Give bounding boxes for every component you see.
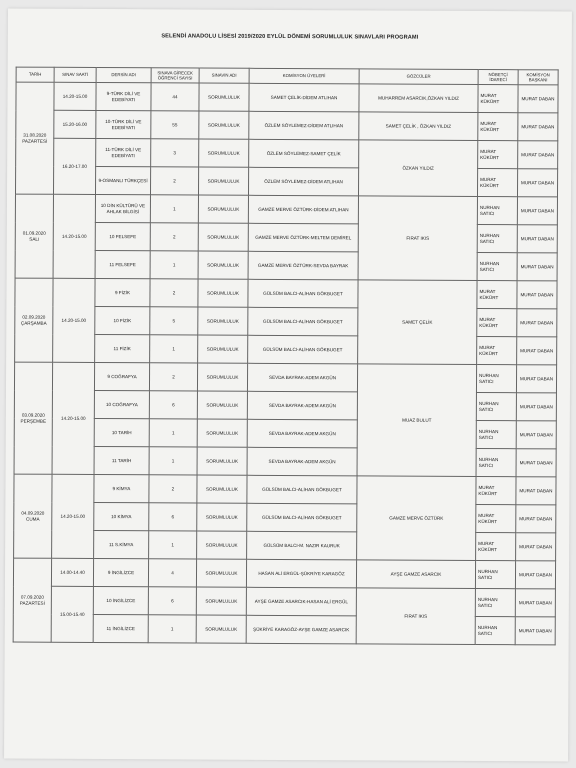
duty-cell: MURAT KÜKÜRT (476, 532, 516, 560)
count-cell: 1 (150, 335, 198, 363)
time-cell: 15.20-16.00 (54, 110, 96, 138)
commission-cell: SEVDA BAYRAK-ADEM AKGÜN (247, 447, 357, 476)
time-cell: 14.20-15.00 (54, 82, 96, 110)
header-cell: KOMİSYON BAŞKANI (518, 70, 558, 85)
observer-cell: MUHARREM ASARCIK,ÖZKAN YILDIZ (359, 84, 478, 113)
course-cell: 10 COĞRAFYA (94, 390, 149, 418)
table-row (16, 138, 558, 169)
exam-type-cell: SORUMLULUK (196, 587, 246, 615)
time-cell: 14.00-14.40 (51, 558, 93, 586)
table-row (16, 110, 558, 141)
commission-cell: ÖZLEM SÖYLEMEZ-DİDEM ATLIHAN (248, 167, 358, 196)
observer-cell: GAMZE MERVE ÖZTÜRK (357, 476, 476, 561)
duty-cell: MURAT KÜKÜRT (477, 336, 517, 364)
header-cell: SINAVA GİRECEK ÖĞRENCİ SAYISI (151, 68, 199, 83)
course-cell: 11 İNGİLİZCE (93, 614, 148, 642)
chair-cell: MURAT DABAN (517, 169, 557, 197)
commission-cell: GÜLSÜM BALCI-ALİHAN GÖKBUGET (248, 335, 358, 364)
observer-cell: FIRAT IKIS (358, 196, 477, 281)
course-cell: 11 S.KİMYA (94, 530, 149, 558)
date-cell: 31.08.2020 PAZARTESİ (15, 82, 54, 194)
chair-cell: MURAT DABAN (515, 561, 555, 589)
course-cell: 10 FELSEFE (95, 222, 150, 250)
duty-cell: MURAT KÜKÜRT (478, 140, 518, 168)
observer-cell: AYŞE GAMZE ASARCIK (356, 560, 475, 589)
course-cell: 9 İNGİLİZCE (93, 558, 148, 586)
table-row (16, 82, 558, 113)
time-cell: 14.20-15.00 (53, 194, 95, 278)
time-cell: 14.20-15.00 (53, 278, 95, 362)
exam-type-cell: SORUMLULUK (199, 111, 249, 139)
exam-type-cell: SORUMLULUK (197, 447, 247, 475)
course-cell: 9-TÜRK DİLİ VE EDEBİYATI (96, 82, 151, 110)
exam-type-cell: SORUMLULUK (198, 335, 248, 363)
time-cell: 16.20-17.00 (53, 138, 95, 194)
chair-cell: MURAT DABAN (518, 141, 558, 169)
chair-cell: MURAT DABAN (516, 505, 556, 533)
course-cell: 9 COĞRAFYA (94, 362, 149, 390)
date-cell: 07.09.2020 PAZARTESİ (13, 558, 51, 642)
table-row (13, 586, 555, 617)
course-cell: 10 İNGİLİZCE (93, 586, 148, 614)
duty-cell: MURAT KÜKÜRT (477, 168, 517, 196)
commission-cell: AYŞE GAMZE ASARCIK-HASAN ALİ ERGÜL (246, 587, 356, 616)
chair-cell: MURAT DABAN (516, 421, 556, 449)
duty-cell: NURHAN SATICI (477, 224, 517, 252)
commission-cell: GÜLSÜM BALCI-ALİHAN GÖKBUGET (248, 307, 358, 336)
course-cell: 9 FİZİK (95, 278, 150, 306)
exam-type-cell: SORUMLULUK (197, 503, 247, 531)
chair-cell: MURAT DABAN (517, 309, 557, 337)
count-cell: 1 (148, 615, 196, 643)
duty-cell: NURHAN SATICI (476, 448, 516, 476)
duty-cell: MURAT KÜKÜRT (477, 308, 517, 336)
document-title: SELENDİ ANADOLU LİSESİ 2019/2020 EYLÜL DÖNEMİ SORUMLULUK SINAVLARI PROGRAMI (161, 33, 419, 41)
course-cell: 9 KİMYA (94, 474, 149, 502)
course-cell: 10 FİZİK (95, 306, 150, 334)
chair-cell: MURAT DABAN (517, 197, 557, 225)
exam-type-cell: SORUMLULUK (197, 391, 247, 419)
course-cell: 10 DİN KÜLTÜRÜ VE AHLAK BİLGİSİ (95, 194, 150, 222)
header-cell: SINAV SAATİ (54, 67, 96, 82)
observer-cell: SAMET ÇELİK , ÖZKAN YILDIZ (359, 112, 478, 141)
course-cell: 10 TARİH (94, 418, 149, 446)
exam-type-cell: SORUMLULUK (198, 167, 248, 195)
course-cell: 9-OSMANLI TÜRKÇESİ (95, 166, 150, 194)
commission-cell: ÖZLEM SÖYLEMEZ-SAMET ÇELİK (249, 139, 359, 168)
exam-type-cell: SORUMLULUK (199, 139, 249, 167)
course-cell: 11-TÜRK DİLİ VE EDEBİYATI (96, 138, 151, 166)
count-cell: 1 (149, 419, 197, 447)
date-cell: 02.09.2020 ÇARŞAMBA (15, 278, 53, 362)
duty-cell: NURHAN SATICI (475, 616, 515, 644)
duty-cell: NURHAN SATICI (476, 392, 516, 420)
chair-cell: MURAT DABAN (518, 113, 558, 141)
count-cell: 3 (151, 139, 199, 167)
time-cell: 15.00-15.40 (51, 586, 93, 642)
exam-schedule-table (13, 67, 559, 646)
commission-cell: ŞÜKRİYE KARAGÖZ-AYŞE GAMZE ASARCIK (246, 615, 356, 644)
date-cell: 03.09.2020 PERŞEMBE (14, 362, 53, 474)
exam-type-cell: SORUMLULUK (196, 615, 246, 643)
chair-cell: MURAT DABAN (518, 85, 558, 113)
header-cell: NÖBETÇİ İDARECİ (478, 69, 518, 84)
commission-cell: SEVDA BAYRAK-ADEM AKGÜN (247, 363, 357, 392)
course-cell: 11 FELSEFE (95, 250, 150, 278)
exam-type-cell: SORUMLULUK (198, 223, 248, 251)
duty-cell: MURAT KÜKÜRT (478, 84, 518, 112)
exam-type-cell: SORUMLULUK (197, 475, 247, 503)
chair-cell: MURAT DABAN (515, 589, 555, 617)
exam-type-cell: SORUMLULUK (196, 559, 246, 587)
chair-cell: MURAT DABAN (516, 449, 556, 477)
commission-cell: GAMZE MERVE ÖZTÜRK-SEVDA BAYRAK (248, 251, 358, 280)
commission-cell: ÖZLEM SÖYLEMEZ-DİDEM ATLIHAN (249, 111, 359, 140)
count-cell: 1 (150, 195, 198, 223)
count-cell: 1 (149, 447, 197, 475)
count-cell: 2 (150, 167, 198, 195)
commission-cell: HASAN ALİ ERGÜL-ŞÜKRİYE KARAGÖZ (246, 559, 356, 588)
course-cell: 10-TÜRK DİLİ VE EDEBİYATI (96, 110, 151, 138)
commission-cell: GÜLSÜM BALCI-ALİHAN GÖKBUGET (248, 279, 358, 308)
count-cell: 6 (148, 587, 196, 615)
commission-cell: GÜLSÜM BALCI-ALİHAN GÖKBUGET (247, 503, 357, 532)
chair-cell: MURAT DABAN (517, 225, 557, 253)
chair-cell: MURAT DABAN (516, 477, 556, 505)
duty-cell: NURHAN SATICI (476, 420, 516, 448)
count-cell: 2 (150, 279, 198, 307)
header-cell: DERSİN ADI (96, 67, 151, 82)
duty-cell: NURHAN SATICI (477, 196, 517, 224)
commission-cell: GÜLSÜM BALCI-ALİHAN GÖKBUGET (247, 475, 357, 504)
duty-cell: NURHAN SATICI (475, 560, 515, 588)
header-cell: GÖZCÜLER (359, 69, 478, 85)
duty-cell: MURAT KÜKÜRT (477, 280, 517, 308)
count-cell: 2 (150, 223, 198, 251)
exam-type-cell: SORUMLULUK (197, 419, 247, 447)
count-cell: 2 (149, 363, 197, 391)
duty-cell: MURAT KÜKÜRT (476, 504, 516, 532)
chair-cell: MURAT DABAN (516, 393, 556, 421)
commission-cell: SEVDA BAYRAK-ADEM AKGÜN (247, 419, 357, 448)
course-cell: 10 KİMYA (94, 502, 149, 530)
document-page (4, 9, 572, 762)
duty-cell: NURHAN SATICI (475, 588, 515, 616)
chair-cell: MURAT DABAN (517, 337, 557, 365)
header-cell: KOMİSYON ÜYELERİ (249, 68, 359, 84)
count-cell: 44 (151, 83, 199, 111)
table-row (14, 474, 556, 505)
observer-cell: SAMET ÇELİK (358, 280, 477, 365)
chair-cell: MURAT DABAN (516, 365, 556, 393)
exam-type-cell: SORUMLULUK (198, 279, 248, 307)
time-cell: 14.20-15.00 (52, 474, 94, 558)
commission-cell: SAMET ÇELİK-DİDEM ATLIHAN (249, 83, 359, 112)
observer-cell: ÖZKAN YILDIZ (358, 140, 477, 197)
exam-type-cell: SORUMLULUK (197, 363, 247, 391)
chair-cell: MURAT DABAN (517, 253, 557, 281)
date-cell: 01.09.2020 SALI (15, 194, 53, 278)
table-row (13, 558, 555, 589)
duty-cell: MURAT KÜKÜRT (478, 112, 518, 140)
observer-cell: FIRAT IKIS (356, 588, 475, 645)
count-cell: 6 (149, 503, 197, 531)
exam-type-cell: SORUMLULUK (198, 251, 248, 279)
date-cell: 04.09.2020 CUMA (14, 474, 52, 558)
exam-type-cell: SORUMLULUK (198, 195, 248, 223)
duty-cell: NURHAN SATICI (477, 252, 517, 280)
exam-type-cell: SORUMLULUK (199, 83, 249, 111)
table-row (14, 362, 556, 393)
chair-cell: MURAT DABAN (515, 617, 555, 645)
count-cell: 1 (150, 251, 198, 279)
exam-type-cell: SORUMLULUK (197, 531, 247, 559)
duty-cell: NURHAN SATICI (476, 364, 516, 392)
commission-cell: SEVDA BAYRAK-ADEM AKGÜN (247, 391, 357, 420)
time-cell: 14.20-15.00 (52, 362, 95, 474)
chair-cell: MURAT DABAN (516, 533, 556, 561)
count-cell: 1 (149, 531, 197, 559)
header-cell: TARİH (16, 67, 54, 82)
count-cell: 4 (148, 559, 196, 587)
duty-cell: MURAT KÜKÜRT (476, 476, 516, 504)
observer-cell: MUAZ BULUT (357, 364, 477, 477)
chair-cell: MURAT DABAN (517, 281, 557, 309)
count-cell: 5 (150, 307, 198, 335)
commission-cell: GAMZE MERVE ÖZTÜRK-MELTEM DEMİREL (248, 223, 358, 252)
exam-type-cell: SORUMLULUK (198, 307, 248, 335)
count-cell: 2 (149, 475, 197, 503)
table-row (15, 194, 557, 225)
table-row (15, 278, 557, 309)
commission-cell: GAMZE MERVE ÖZTÜRK-DİDEM ATLIHAN (248, 195, 358, 224)
header-cell: SINAVIN ADI (199, 68, 249, 83)
count-cell: 55 (151, 111, 199, 139)
count-cell: 6 (149, 391, 197, 419)
course-cell: 11 TARİH (94, 446, 149, 474)
course-cell: 11 FİZİK (95, 334, 150, 362)
commission-cell: GÜLSÜM BALCI-M. NAZIR KAURUK (247, 531, 357, 560)
